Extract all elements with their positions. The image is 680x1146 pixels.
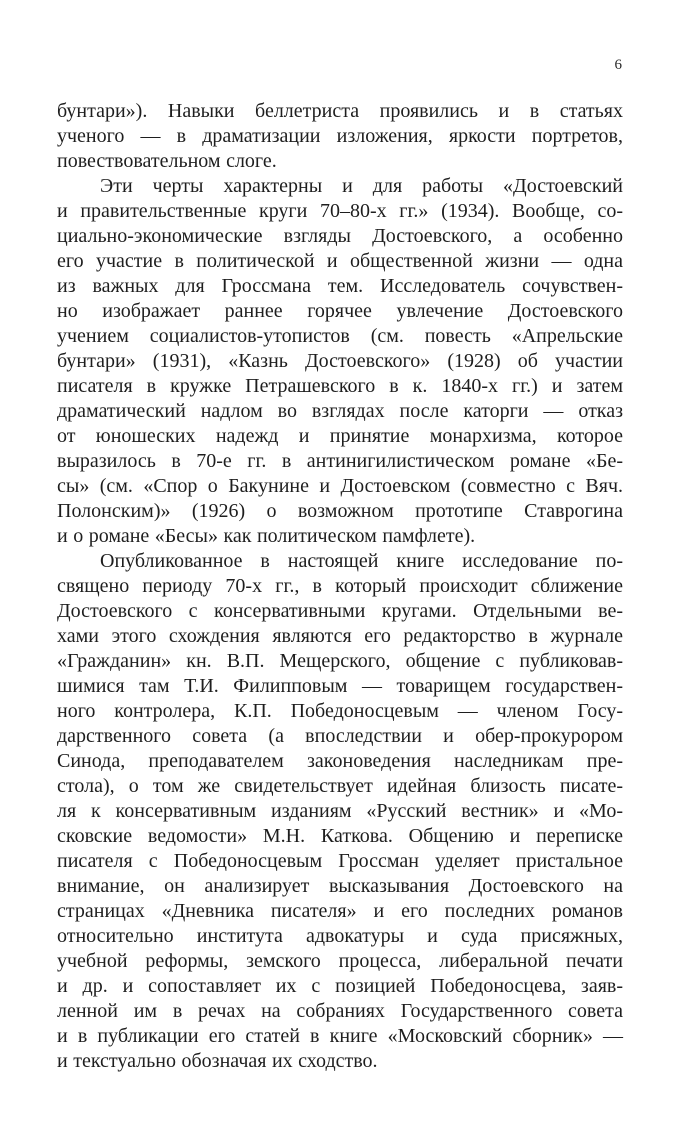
- text-line: шимися там Т.И. Филипповым — товарищем государствен-: [57, 675, 623, 697]
- text-line: и др. и сопоставляет их с позицией Победоносцева, заяв-: [57, 975, 623, 997]
- text-line: ного контролера, К.П. Победоносцевым — членом Госу-: [57, 700, 623, 722]
- text-line: внимание, он анализирует высказывания Достоевского на: [57, 875, 623, 897]
- text-line: от юношеских надежд и принятие монархизма, которое: [57, 425, 623, 447]
- text-line: «Гражданин» кн. В.П. Мещерского, общение с публиковав-: [57, 650, 623, 672]
- text-line: бунтари»). Навыки беллетриста проявились и в статьях: [57, 100, 623, 122]
- text-line: Полонским)» (1926) о возможном прототипе Ставрогина: [57, 500, 623, 522]
- paragraph: [57, 99, 623, 174]
- text-line: и о романе «Бесы» как политическом памфлете).: [57, 525, 476, 547]
- text-line: ля к консервативным изданиям «Русский вестник» и «Мо-: [57, 800, 623, 822]
- text-line: драматический надлом во взглядах после каторги — отказ: [57, 400, 623, 422]
- text-line: писателя с Победоносцевым Гроссман уделяет пристальное: [57, 850, 623, 872]
- text-line: сковские ведомости» М.Н. Каткова. Общению и переписке: [57, 825, 623, 847]
- paragraph: [57, 174, 623, 549]
- text-line: страницах «Дневника писателя» и его последних романов: [57, 900, 623, 922]
- text-line: учением социалистов-утопистов (см. повесть «Апрельские: [57, 325, 623, 347]
- text-line: бунтари» (1931), «Казнь Достоевского» (1928) об участии: [57, 350, 623, 372]
- text-line: его участие в политической и общественной жизни — одна: [57, 250, 623, 272]
- text-line: но изображает раннее горячее увлечение Достоевского: [57, 300, 623, 322]
- text-line: Синода, преподавателем законоведения наследникам пре-: [57, 750, 623, 772]
- text-line: стола), о том же свидетельствует идейная близость писате-: [57, 775, 623, 797]
- text-line: Опубликованное в настоящей книге исследование по-: [100, 550, 623, 572]
- text-line: ученого — в драматизации изложения, яркости портретов,: [57, 125, 623, 147]
- text-line: писателя в кружке Петрашевского в к. 1840-х гг.) и затем: [57, 375, 623, 397]
- text-line: дарственного совета (а впоследствии и обер-прокурором: [57, 725, 623, 747]
- text-line: учебной реформы, земского процесса, либеральной печати: [57, 950, 623, 972]
- text-line: священо периоду 70-х гг., в который происходит сближение: [57, 575, 623, 597]
- text-line: сы» (см. «Спор о Бакунине и Достоевском (совместно с Вяч.: [57, 475, 623, 497]
- text-line: из важных для Гроссмана тем. Исследователь сочувствен-: [57, 275, 623, 297]
- text-line: выразилось в 70-е гг. в антинигилистическом романе «Бе-: [57, 450, 623, 472]
- page-number: 6: [614, 57, 622, 73]
- paragraph: [57, 549, 623, 1074]
- text-line: и текстуально обозначая их сходство.: [57, 1050, 378, 1072]
- text-line: ленной им в речах на собраниях Государственного совета: [57, 1000, 623, 1022]
- body-text: [57, 99, 623, 1074]
- text-line: циально-экономические взгляды Достоевского, а особенно: [57, 225, 623, 247]
- text-line: Достоевского с консервативными кругами. Отдельными ве-: [57, 600, 623, 622]
- text-line: хами этого схождения являются его редакторство в журнале: [57, 625, 623, 647]
- text-line: Эти черты характерны и для работы «Достоевский: [100, 175, 623, 197]
- text-line: относительно института адвокатуры и суда присяжных,: [57, 925, 623, 947]
- text-line: повествовательном слоге.: [57, 150, 277, 172]
- text-line: и правительственные круги 70–80-х гг.» (1934). Вообще, со-: [57, 200, 623, 222]
- text-line: и в публикации его статей в книге «Московский сборник» —: [57, 1025, 623, 1047]
